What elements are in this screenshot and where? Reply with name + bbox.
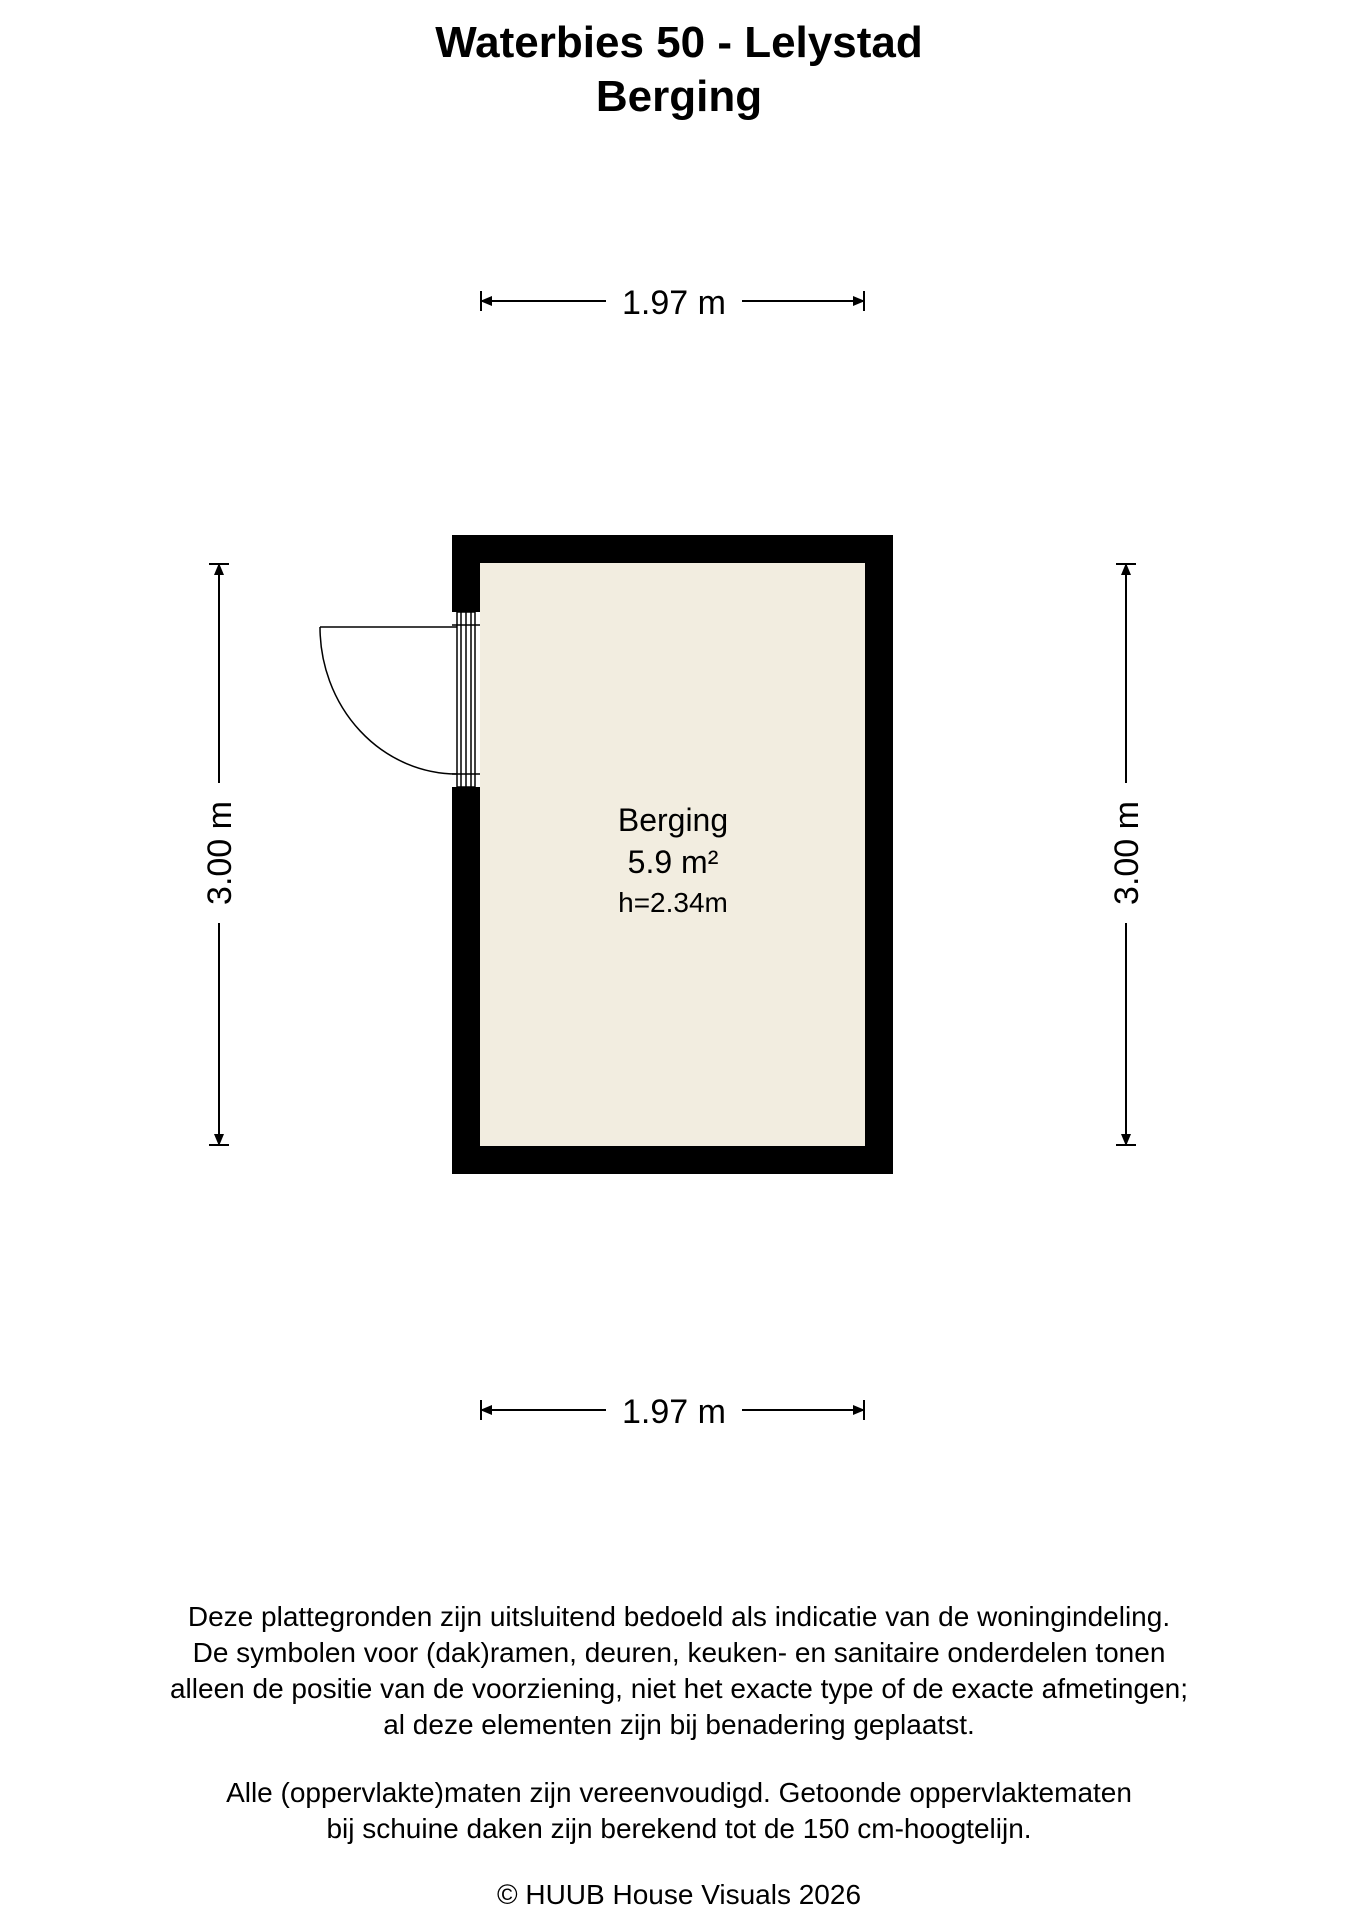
disclaimer-paragraph-2 [0, 1775, 1358, 1847]
disclaimer-line: Deze plattegronden zijn uitsluitend bedoeld als indicatie van de woningindeling. [187, 1601, 1171, 1632]
room-name: Berging [617, 802, 729, 838]
room-height: h=2.34m [618, 887, 728, 918]
wall-left-lower [452, 787, 480, 1174]
plan-title-floor: Berging [595, 72, 763, 121]
plan-title-address: Waterbies 50 - Lelystad [435, 18, 923, 67]
door-swing-arc [320, 627, 457, 774]
disclaimer-line: al deze elementen zijn bij benadering geplaatst. [383, 1709, 975, 1740]
wall-left-upper [452, 535, 480, 612]
door-icon [320, 612, 480, 787]
dimension-right-label: 3.00 m [1108, 801, 1146, 905]
room-area: 5.9 m² [627, 844, 719, 880]
disclaimer-paragraph-1 [0, 1599, 1358, 1743]
dimension-bottom-label: 1.97 m [622, 1393, 726, 1431]
wall-right [865, 535, 893, 1174]
wall-bottom [452, 1146, 893, 1174]
wall-top [452, 535, 893, 563]
dimension-left-label: 3.00 m [201, 801, 239, 905]
disclaimer-line: De symbolen voor (dak)ramen, deuren, keuken- en sanitaire onderdelen tonen [192, 1637, 1166, 1668]
disclaimer-line: alleen de positie van de voorziening, niet het exacte type of de exacte afmetingen; [169, 1673, 1188, 1704]
copyright-notice: © HUUB House Visuals 2026 [496, 1879, 862, 1910]
disclaimer-line: Alle (oppervlakte)maten zijn vereenvoudigd. Getoonde oppervlaktematen [226, 1777, 1132, 1808]
dimension-top-label: 1.97 m [622, 284, 726, 322]
disclaimer-line: bij schuine daken zijn berekend tot de 150 cm-hoogtelijn. [326, 1813, 1032, 1844]
